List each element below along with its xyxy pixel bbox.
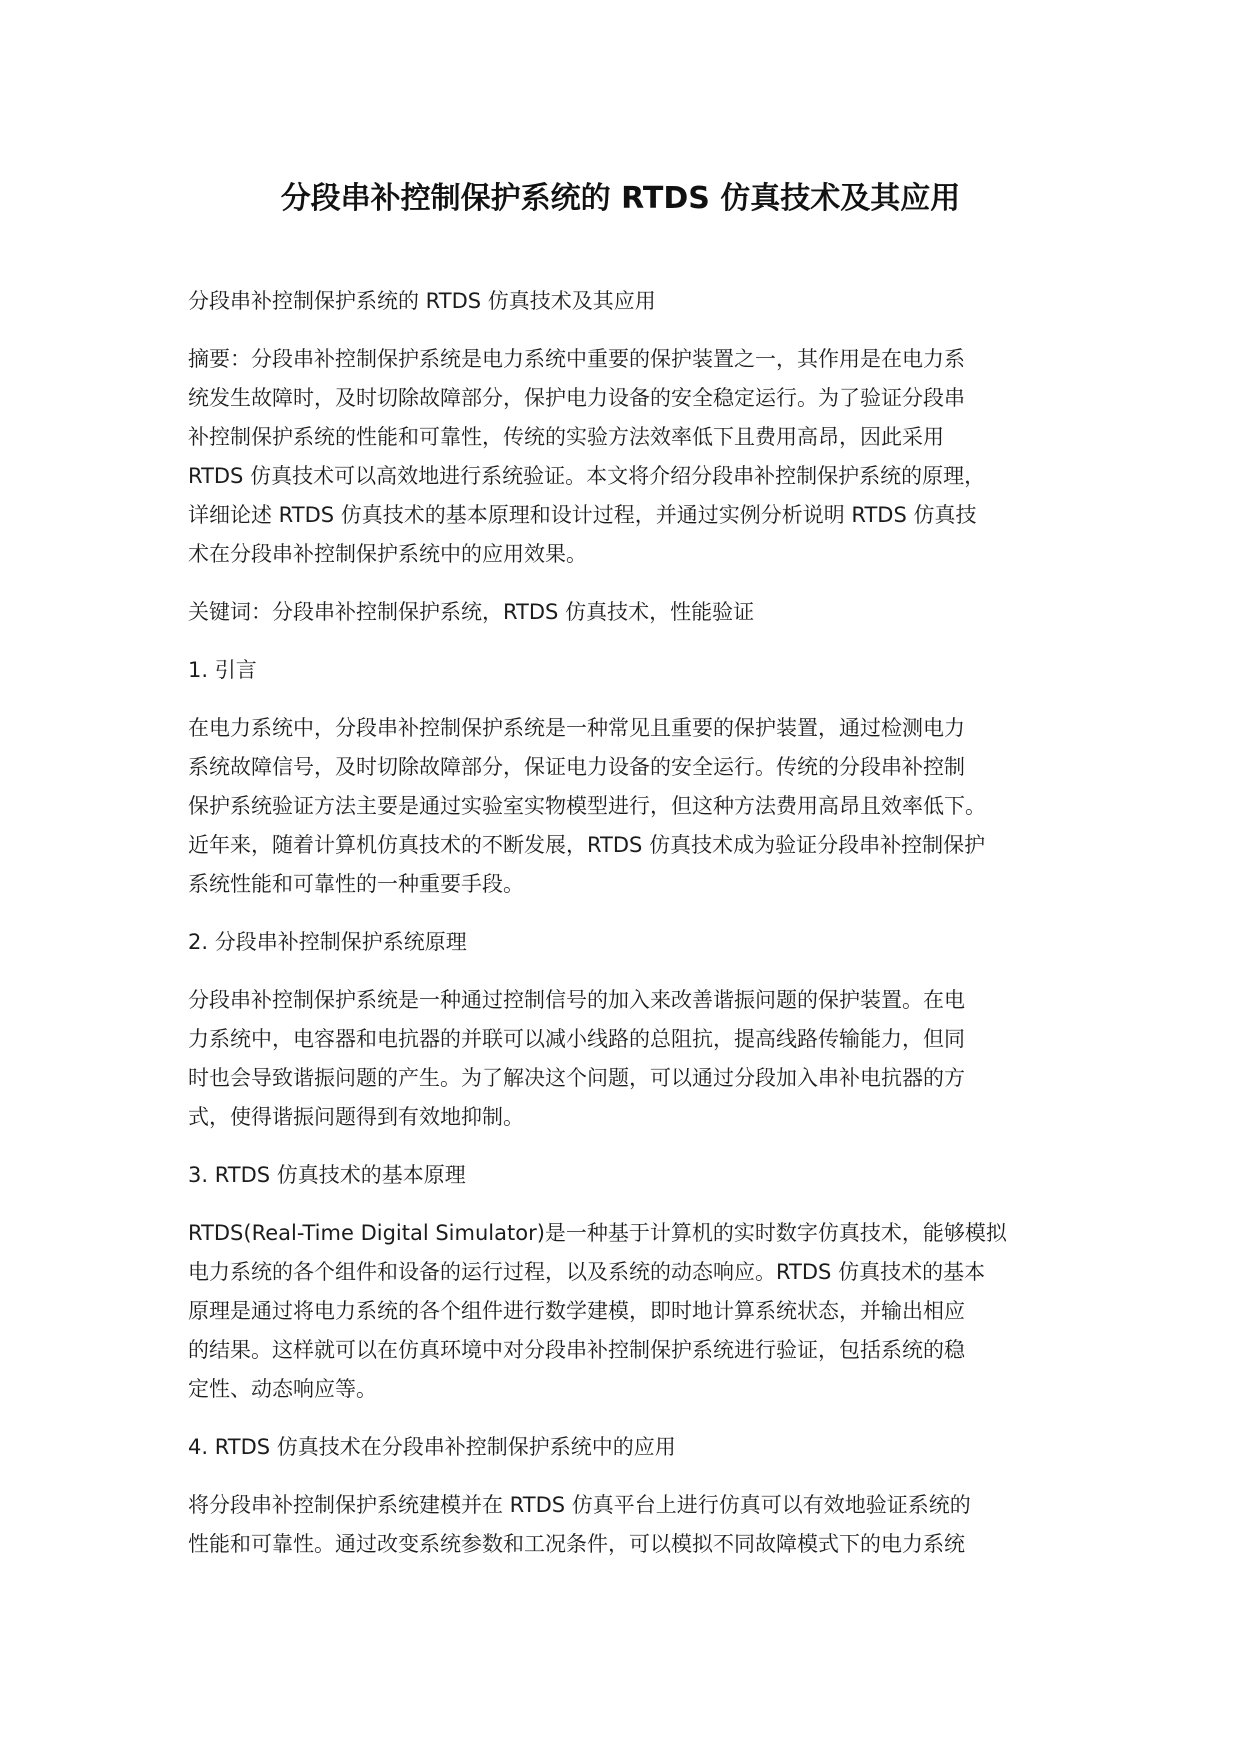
text-line: 原理是通过将电力系统的各个组件进行数学建模，即时地计算系统状态，并输出相应: [188, 1299, 965, 1323]
text-line: 术在分段串补控制保护系统中的应用效果。: [188, 542, 587, 566]
paragraph-gap: [188, 1137, 1058, 1156]
text-line: 力系统中，电容器和电抗器的并联可以减小线路的总阻抗，提高线路传输能力，但同: [188, 1027, 965, 1051]
text-line: 2. 分段串补控制保护系统原理: [188, 930, 467, 954]
paragraph-application: [188, 1486, 1058, 1564]
paragraph-gap: [188, 1409, 1058, 1428]
paragraph-intro: [188, 709, 1058, 904]
paragraph-gap: [188, 632, 1058, 651]
text-line: 时也会导致谐振问题的产生。为了解决这个问题，可以通过分段加入串补电抗器的方: [188, 1066, 965, 1090]
paragraph-gap: [188, 904, 1058, 923]
text-line: 将分段串补控制保护系统建模并在 RTDS 仿真平台上进行仿真可以有效地验证系统的: [188, 1493, 971, 1517]
paragraph-rtds-principle: [188, 1214, 1058, 1409]
text-line: 补控制保护系统的性能和可靠性，传统的实验方法效率低下且费用高昂，因此采用: [188, 425, 944, 449]
text-line: 分段串补控制保护系统是一种通过控制信号的加入来改善谐振问题的保护装置。在电: [188, 988, 965, 1012]
text-line: 摘要：分段串补控制保护系统是电力系统中重要的保护装置之一，其作用是在电力系: [188, 347, 965, 371]
text-line: 近年来，随着计算机仿真技术的不断发展，RTDS 仿真技术成为验证分段串补控制保护: [188, 833, 986, 857]
text-line: RTDS(Real-Time Digital Simulator)是一种基于计算机的实时数字仿真技术，能够模拟: [188, 1221, 1007, 1245]
section-heading-4: [188, 1428, 1058, 1467]
text-line: 电力系统的各个组件和设备的运行过程，以及系统的动态响应。RTDS 仿真技术的基本: [188, 1260, 986, 1284]
text-line: 详细论述 RTDS 仿真技术的基本原理和设计过程，并通过实例分析说明 RTDS 仿真技: [188, 503, 977, 527]
text-line: 关键词：分段串补控制保护系统，RTDS 仿真技术，性能验证: [188, 600, 755, 624]
text-line: 式，使得谐振问题得到有效地抑制。: [188, 1105, 524, 1129]
text-line: 系统故障信号，及时切除故障部分，保证电力设备的安全运行。传统的分段串补控制: [188, 755, 965, 779]
document-body: [188, 282, 1058, 1564]
paragraph-gap: [188, 1467, 1058, 1486]
paragraph-principle: [188, 981, 1058, 1137]
text-line: 的结果。这样就可以在仿真环境中对分段串补控制保护系统进行验证，包括系统的稳: [188, 1338, 965, 1362]
text-line: RTDS 仿真技术可以高效地进行系统验证。本文将介绍分段串补控制保护系统的原理，: [188, 464, 986, 488]
section-heading-2: [188, 923, 1058, 962]
text-line: 分段串补控制保护系统的 RTDS 仿真技术及其应用: [188, 289, 656, 313]
text-line: 定性、动态响应等。: [188, 1377, 377, 1401]
paragraph-gap: [188, 962, 1058, 981]
paragraph-gap: [188, 321, 1058, 340]
section-heading-3: [188, 1156, 1058, 1195]
paragraph-gap: [188, 1195, 1058, 1214]
text-line: 保护系统验证方法主要是通过实验室实物模型进行，但这种方法费用高昂且效率低下。: [188, 794, 986, 818]
text-line: 4. RTDS 仿真技术在分段串补控制保护系统中的应用: [188, 1435, 676, 1459]
section-heading-1: [188, 651, 1058, 690]
paragraph-keywords: [188, 593, 1058, 632]
text-line: 系统性能和可靠性的一种重要手段。: [188, 872, 524, 896]
paragraph-abstract: [188, 340, 1058, 574]
paragraph-gap: [188, 690, 1058, 709]
text-line: 性能和可靠性。通过改变系统参数和工况条件，可以模拟不同故障模式下的电力系统: [188, 1532, 965, 1556]
text-line: 3. RTDS 仿真技术的基本原理: [188, 1163, 466, 1187]
document-title: 分段串补控制保护系统的 RTDS 仿真技术及其应用: [280, 181, 961, 216]
paragraph-subtitle: [188, 282, 1058, 321]
text-line: 1. 引言: [188, 658, 257, 682]
paragraph-gap: [188, 574, 1058, 593]
text-line: 统发生故障时，及时切除故障部分，保护电力设备的安全稳定运行。为了验证分段串: [188, 386, 965, 410]
text-line: 在电力系统中，分段串补控制保护系统是一种常见且重要的保护装置，通过检测电力: [188, 716, 965, 740]
